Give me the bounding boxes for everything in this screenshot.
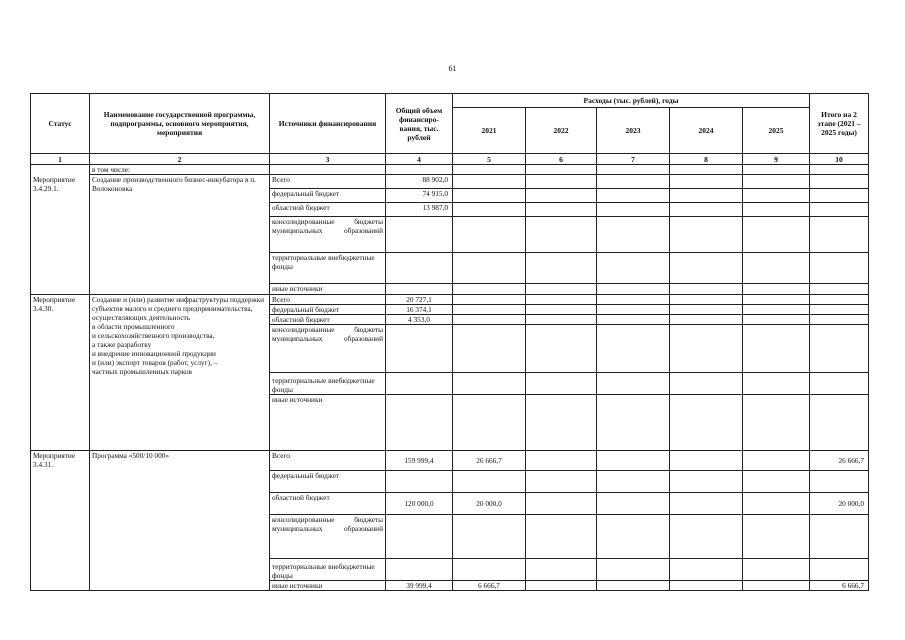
header-year: 2024 xyxy=(670,108,743,154)
financing-table xyxy=(30,93,869,591)
year-2021-cell xyxy=(453,295,526,305)
source-cell: консолидированные бюджеты муниципальных образований xyxy=(270,325,386,373)
group-name-line: Создание и (или) развитие инфраструктуры поддержки субъектов малого и среднего предпринимательства, осуществляющих деятельность xyxy=(92,295,265,322)
year-2021-cell xyxy=(453,203,526,217)
itogo-cell xyxy=(810,295,869,305)
year-2021-cell xyxy=(453,217,526,253)
year-2021-cell xyxy=(453,175,526,189)
total-cell: 159 999,4 xyxy=(386,451,453,471)
group-name: Создание производственного бизнес-инкубатора в п. Волоконовка xyxy=(90,175,270,295)
year-2021-cell xyxy=(453,515,526,559)
year-2021-cell xyxy=(453,471,526,493)
source-cell: областной бюджет xyxy=(270,315,386,325)
total-cell: 39 999,4 xyxy=(386,581,453,591)
itogo-cell xyxy=(810,217,869,253)
itogo-cell xyxy=(810,284,869,295)
itogo-cell xyxy=(810,325,869,373)
col-number: 5 xyxy=(453,154,526,165)
itogo-cell xyxy=(810,189,869,203)
group-name-line: и внедрение инновационной продукции xyxy=(92,349,216,358)
group-name-line: в области промышленного xyxy=(92,322,175,331)
table-row xyxy=(31,451,869,471)
itogo-cell xyxy=(810,471,869,493)
col-number: 7 xyxy=(597,154,670,165)
total-cell xyxy=(386,471,453,493)
year-2021-cell xyxy=(453,559,526,581)
total-cell: 16 374,1 xyxy=(386,305,453,315)
total-cell xyxy=(386,559,453,581)
col-number: 2 xyxy=(90,154,270,165)
source-cell: консолидированные бюджеты муниципальных образований xyxy=(270,515,386,559)
year-2021-cell xyxy=(453,284,526,295)
itogo-cell: 6 666,7 xyxy=(810,581,869,591)
source-cell: федеральный бюджет xyxy=(270,305,386,315)
header-status: Статус xyxy=(31,94,90,154)
year-2021-cell xyxy=(453,373,526,395)
itogo-cell xyxy=(810,175,869,189)
source-cell: консолидированные бюджеты муниципальных образований xyxy=(270,217,386,253)
total-cell xyxy=(386,373,453,395)
header-total: Общий объем финансиро-вания, тыс. рублей xyxy=(386,94,453,154)
itogo-cell xyxy=(810,373,869,395)
header-itogo: Итого на 2 этапе (2021 – 2025 годы) xyxy=(810,94,869,154)
group-name xyxy=(90,295,270,451)
itogo-cell xyxy=(810,203,869,217)
group-status: Мероприятие 3.4.29.1. xyxy=(31,175,90,295)
header-year: 2023 xyxy=(597,108,670,154)
in-total-label: в том числе: xyxy=(90,165,270,175)
year-2021-cell xyxy=(453,395,526,451)
col-number: 4 xyxy=(386,154,453,165)
total-cell xyxy=(386,284,453,295)
header-expenses: Расходы (тыс. рублей), годы xyxy=(453,94,810,108)
group-status: Мероприятие 3.4.31. xyxy=(31,451,90,591)
total-cell xyxy=(386,395,453,451)
source-cell: территориальные внебюджетные фонды xyxy=(270,559,386,581)
itogo-cell xyxy=(810,253,869,284)
group-name-line: и сельскохозяйственного производства, xyxy=(92,331,215,340)
header-sources: Источники финансирования xyxy=(270,94,386,154)
itogo-cell: 26 666,7 xyxy=(810,451,869,471)
source-cell: иные источники xyxy=(270,284,386,295)
group-name-line: и (или) экспорт товаров (работ, услуг), – xyxy=(92,358,218,367)
source-cell: территориальные внебюджетные фонды xyxy=(270,253,386,284)
table-row xyxy=(31,295,869,305)
source-cell: Всего xyxy=(270,295,386,305)
total-cell: 13 987,0 xyxy=(386,203,453,217)
total-cell: 74 915,0 xyxy=(386,189,453,203)
source-cell: областной бюджет xyxy=(270,203,386,217)
source-cell: Всего xyxy=(270,175,386,189)
col-number: 6 xyxy=(526,154,597,165)
in-total-row xyxy=(31,165,869,175)
col-number: 9 xyxy=(743,154,810,165)
total-cell xyxy=(386,217,453,253)
year-2021-cell xyxy=(453,253,526,284)
total-cell: 88 902,0 xyxy=(386,175,453,189)
column-numbers-row xyxy=(31,154,869,165)
source-cell: иные источники xyxy=(270,581,386,591)
total-cell: 20 727,1 xyxy=(386,295,453,305)
year-2021-cell: 26 666,7 xyxy=(453,451,526,471)
itogo-cell xyxy=(810,305,869,315)
itogo-cell xyxy=(810,559,869,581)
year-2021-cell xyxy=(453,315,526,325)
group-name-line: частных промышленных парков xyxy=(92,367,192,376)
group-status: Мероприятие 3.4.30. xyxy=(31,295,90,451)
itogo-cell xyxy=(810,395,869,451)
year-2021-cell: 6 666,7 xyxy=(453,581,526,591)
col-number: 3 xyxy=(270,154,386,165)
source-cell: федеральный бюджет xyxy=(270,471,386,493)
col-number: 10 xyxy=(810,154,869,165)
table-header xyxy=(31,94,869,165)
year-2021-cell xyxy=(453,325,526,373)
itogo-cell: 20 000,0 xyxy=(810,493,869,515)
year-2021-cell: 20 000,0 xyxy=(453,493,526,515)
year-2021-cell xyxy=(453,189,526,203)
header-year: 2021 xyxy=(453,108,526,154)
total-cell: 4 353,0 xyxy=(386,315,453,325)
page-number: 61 xyxy=(448,64,457,73)
header-year: 2022 xyxy=(526,108,597,154)
group-name: Программа «500/10 000» xyxy=(90,451,270,591)
total-cell xyxy=(386,325,453,373)
itogo-cell xyxy=(810,515,869,559)
header-year: 2025 xyxy=(743,108,810,154)
group-name-line: а также разработку xyxy=(92,340,152,349)
total-cell xyxy=(386,253,453,284)
source-cell: Всего xyxy=(270,451,386,471)
itogo-cell xyxy=(810,315,869,325)
source-cell: иные источники xyxy=(270,395,386,451)
total-cell: 120 000,0 xyxy=(386,493,453,515)
total-cell xyxy=(386,515,453,559)
source-cell: федеральный бюджет xyxy=(270,189,386,203)
col-number: 1 xyxy=(31,154,90,165)
year-2021-cell xyxy=(453,305,526,315)
source-cell: территориальные внебюджетные фонды xyxy=(270,373,386,395)
table-row xyxy=(31,175,869,189)
col-number: 8 xyxy=(670,154,743,165)
source-cell: областной бюджет xyxy=(270,493,386,515)
header-name: Наименование государственной программы, подпрограммы, основного мероприятия, мероприятия xyxy=(90,94,270,154)
